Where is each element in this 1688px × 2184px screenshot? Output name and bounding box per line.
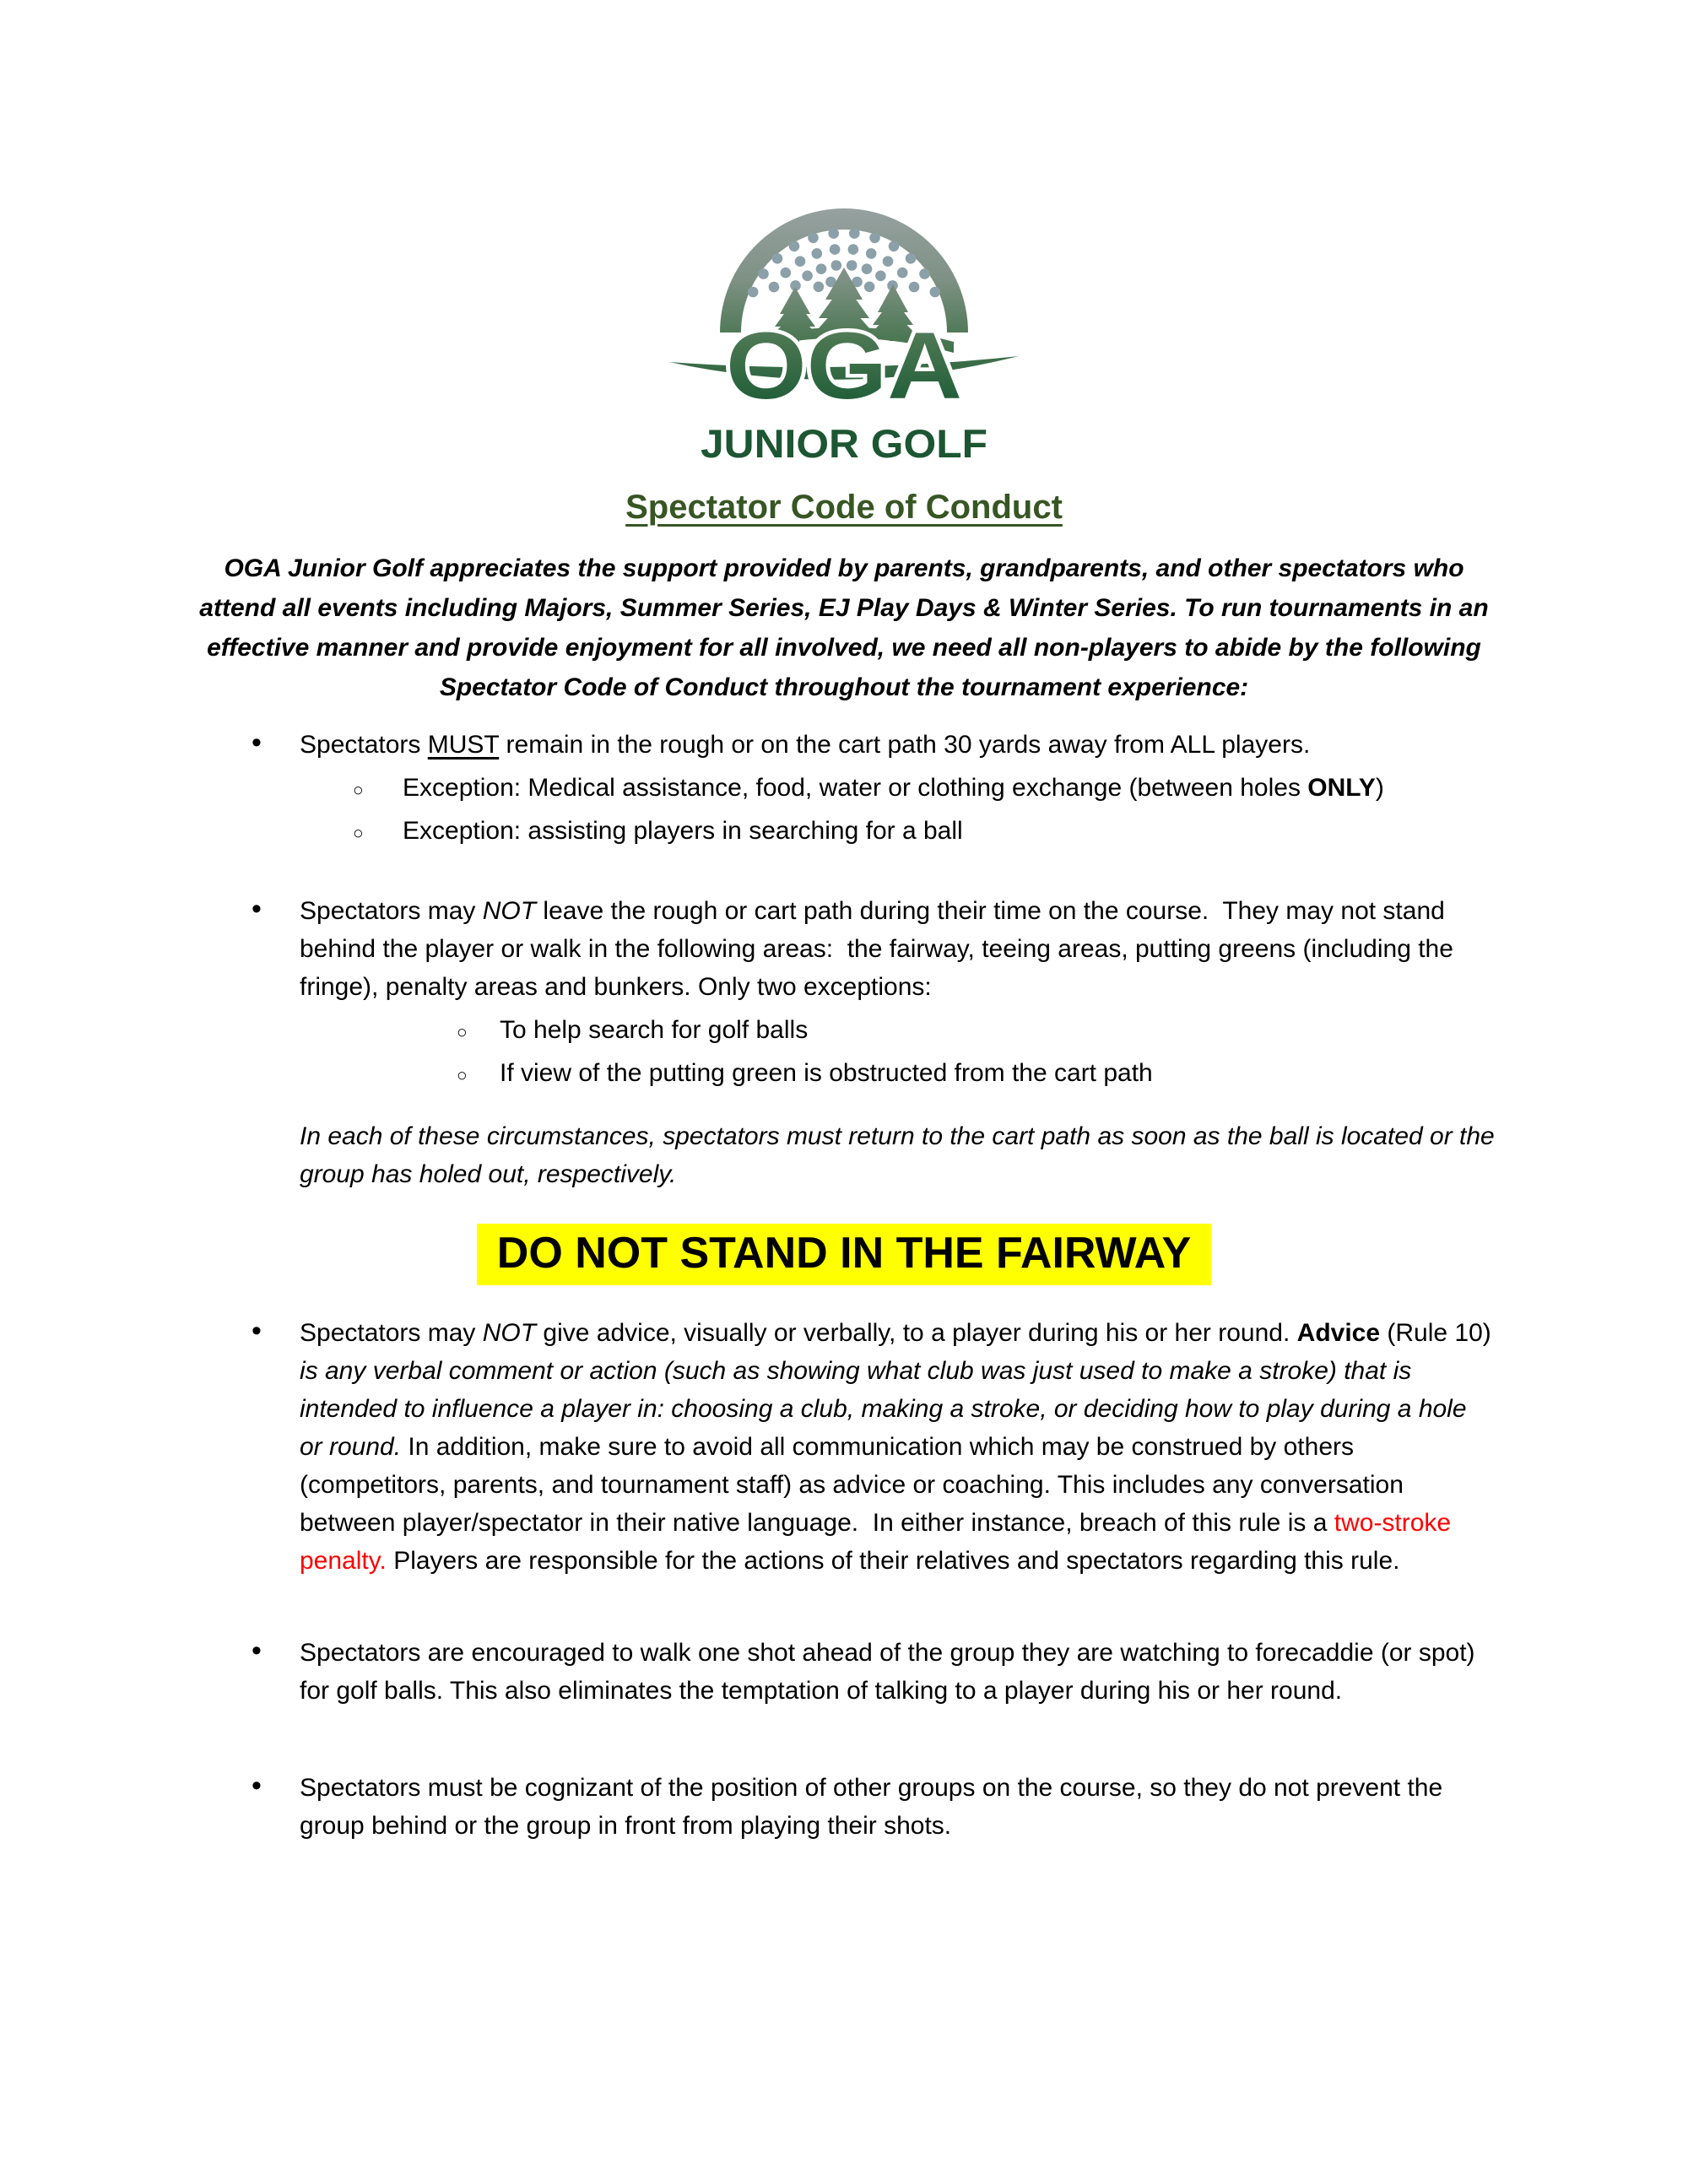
- rule-block-2: [192, 892, 1496, 1092]
- rule-1-exceptions: [192, 769, 1496, 850]
- fairway-warning-banner: DO NOT STAND IN THE FAIRWAY: [477, 1224, 1211, 1285]
- banner-row: [192, 1224, 1496, 1285]
- logo-acronym: OGA: [726, 313, 962, 419]
- rule-2-exception-2: ○ If view of the putting green is obstructed from the cart path: [192, 1054, 1496, 1092]
- rule-1-exception-1: ○ Exception: Medical assistance, food, water or clothing exchange (between holes ONLY): [192, 769, 1496, 807]
- rule-2-exceptions: [192, 1011, 1496, 1092]
- rule-block-3: [192, 1314, 1499, 1580]
- logo-subtitle: JUNIOR GOLF: [701, 421, 987, 466]
- rule-block-5: [192, 1769, 1496, 1845]
- rule-item-2: • Spectators may NOT leave the rough or cart path during their time on the course. They may not stand behind the player or walk in the following areas: the fairway, teeing areas, putting greens (including the fringe), penalty areas and bunkers. Only two exceptions:: [192, 892, 1496, 1006]
- oga-junior-golf-logo: [192, 0, 1496, 470]
- note-paragraph: In each of these circumstances, spectators must return to the cart path as soon as the ball is located or the group has holed out, respectively.: [300, 1122, 1502, 1188]
- rule-item-4: • Spectators are encouraged to walk one shot ahead of the group they are watching to forecaddie (or spot) for golf balls. This also eliminates the temptation of talking to a player during his or her round.: [192, 1634, 1496, 1710]
- rule-item-5: • Spectators must be cognizant of the position of other groups on the course, so they do not prevent the group behind or the group in front from playing their shots.: [192, 1769, 1496, 1845]
- document-title: Spectator Code of Conduct: [625, 489, 1063, 526]
- rule-block-4: [192, 1634, 1496, 1710]
- rule-1-exception-2: ○ Exception: assisting players in searching for a ball: [192, 812, 1496, 850]
- oga-logo-graphic: [650, 187, 1038, 466]
- rules-list: [192, 726, 1502, 1845]
- rule-block-1: [192, 726, 1496, 850]
- rule-item-3: • Spectators may NOT give advice, visually or verbally, to a player during his or her round. Advice (Rule 10) is any verbal comment or action (such as showing what club was just used to make a stroke) that is intended to influence a player in: choosing a club, making a stroke, or deciding how to play during a hole or round. In addition, make sure to avoid all communication which may be construed by others (competitors, parents, and tournament staff) as advice or coaching. This includes any conversation between player/spectator in their native language. In either instance, breach of this rule is a two-stroke penalty. Players are responsible for the actions of their relatives and spectators regarding this rule.: [192, 1314, 1496, 1580]
- rule-2-exception-1: ○ To help search for golf balls: [192, 1011, 1496, 1049]
- intro-paragraph: OGA Junior Golf appreciates the support provided by parents, grandparents, and other spectators who attend all events including Majors, Summer Series, EJ Play Days & Winter Series. To run tournaments in an effective manner and provide enjoyment for all involved, we need all non-players to abide by the following Spectator Code of Conduct throughout the tournament experience:: [199, 554, 1496, 701]
- rule-item-1: • Spectators MUST remain in the rough or on the cart path 30 yards away from ALL players.: [192, 726, 1496, 764]
